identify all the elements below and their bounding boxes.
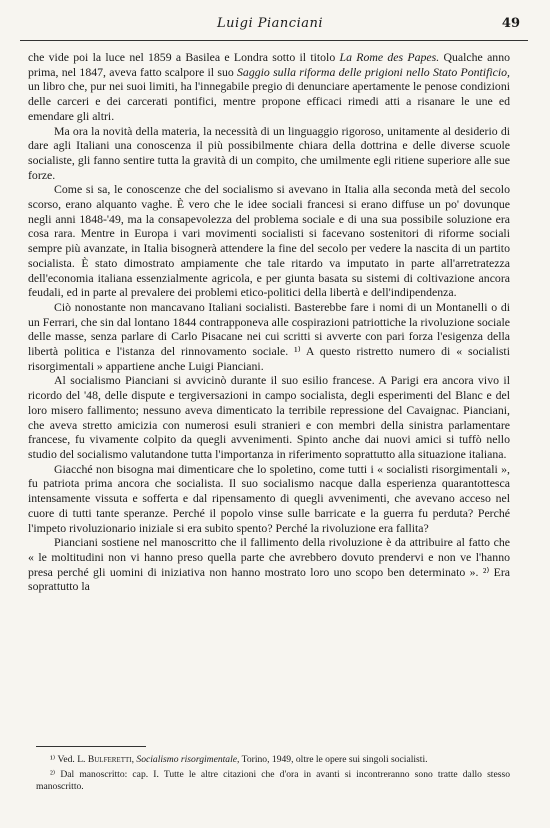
text-run: Ciò nonostante non mancavano Italiani socialisti. Basterebbe fare i nomi di un Montanelli o di un Ferrari, che sin dal lontano 1844 contrapponeva alle cospirazioni patriottiche la rivoluzione sociale delle masse, senza parlare di Carlo Pisacane nei cui scritti si avverte con pari forza l'esigenza della libertà politica e l'istanza del rinnovamento sociale. ¹⁾ A questo ristretto numero di « socialisti risorgimentali » appartiene anche Luigi Pianciani.: [28, 299, 510, 373]
paragraph: [28, 124, 510, 183]
text-run: L. Bulferetti,: [77, 754, 134, 765]
text-run: Saggio sulla riforma delle prigioni nello Stato Pontificio,: [237, 64, 510, 79]
text-run: Come si sa, le conoscenze che del socialismo si avevano in Italia alla seconda metà del secolo scorso, erano alquanto vaghe. È vero che le idee sociali francesi si erano diffuse un po' dovunque negli anni 1848-'49, ma la consapevolezza del problema sociale e di una sua possibile soluzione era cosa rara. Mentre in Europa i vari movimenti socialisti si facevano sostenitori di riforme sociali sempre più avanzate, in Italia bisognerà attendere la fine del secolo per vedere la nascita di un partito socialista. È stato dimostrato ampiamente che tale ritardo va imputato in parte all'arretratezza dell'economia italiana essenzialmente agricola, e per giunta basata su sistemi di coltivazione ancora feudali, ed in parte al prevalere dei problemi etico-politici della libertà e dell'indipendenza.: [28, 182, 510, 300]
footnotes: [36, 754, 510, 796]
text-run: Torino, 1949, oltre le opere sui singoli socialisti.: [239, 754, 428, 765]
page-number: 49: [501, 16, 520, 31]
text-run: Al socialismo Pianciani si avvicinò durante il suo esilio francese. A Parigi era ancora vivo il ricordo del '48, delle dispute e tergiversazioni in campo socialista, degli esperimenti del Blanc e del loro misero fallimento; nessuno aveva dimenticato la terribile repressione del Cavaignac. Pianciani, che aveva stretto amicizia con numerosi esuli stranieri e con membri della sinistra parlamentare francese, fu vivamente colpito da quegli avvenimenti. Spinto anche dai nuovi amici si tuffò nello studio del socialismo valutandone tutta l'importanza in riferimento soprattutto alla situazione italiana.: [28, 373, 510, 461]
text-run: Qualche anno prima, nel 1847, aveva fatto scalpore il suo: [28, 50, 510, 79]
running-title: Luigi Pianciani: [216, 16, 324, 31]
text-run: La Rome des Papes.: [339, 50, 440, 64]
footnote: [36, 769, 510, 794]
paragraph: [28, 373, 510, 461]
header-rule: [20, 40, 528, 41]
paragraph: [28, 300, 510, 374]
text-run: Pianciani sostiene nel manoscritto che il fallimento della rivoluzione è da attribuire al fatto che « le moltitudini non vi hanno preso quella parte che avrebbero dovuto prendervi e non ve l'hanno presa perché gli uomini di iniziativa non hanno mostrato loro uno scopo ben determinato ». ²⁾ Era soprattutto la: [28, 535, 510, 594]
paragraph: [28, 50, 510, 124]
text-run: ²⁾ Dal manoscritto: cap. I. Tutte le altre citazioni che d'ora in avanti si incontreranno sono tratte dallo stesso manoscritto.: [36, 768, 510, 793]
text-run: Giacché non bisogna mai dimenticare che lo spoletino, come tutti i « socialisti risorgimentali », fu patriota prima ancora che socialista. Il suo socialismo nacque dalla esperienza quarantottesca intensamente vissuta e sofferta e dal ripensamento di quegli avvenimenti, che avevano acceso nel cuore di tutti tante speranze. Perché il popolo vinse sulle barricate e la guerra fu perduta? Perché l'impeto rivoluzionario iniziale si era subito spento? Perché la rivoluzione era fallita?: [28, 461, 510, 535]
paragraph: [28, 462, 510, 536]
text-run: ¹⁾ Ved.: [50, 754, 78, 765]
text-run: un libro che, pur nei suoi limiti, ha l'innegabile pregio di denunciare apertamente le penose condizioni delle carceri e dei carcerati pontifici, mentre propone efficaci rimedi atti a risanare le une ed emendare gli altri.: [28, 79, 510, 123]
paragraph: [28, 535, 510, 594]
text-run: Socialismo risorgimentale,: [136, 754, 240, 765]
paragraph: [28, 182, 510, 300]
page-header: [20, 16, 520, 38]
footnote-rule: [36, 746, 146, 747]
body-text: [28, 50, 510, 594]
footnote: [36, 754, 510, 767]
text-run: che vide poi la luce nel 1859 a Basilea e Londra sotto il titolo: [28, 50, 340, 64]
text-run: Ma ora la novità della materia, la necessità di un linguaggio rigoroso, unitamente al desiderio di dare agli Italiani una conoscenza il più possibilmente chiara della dottrina e delle diverse scuole socialiste, gli fanno sentire tutta la gravità di un compito, che umilmente egli ritiene superiore alle sue forze.: [28, 123, 510, 182]
